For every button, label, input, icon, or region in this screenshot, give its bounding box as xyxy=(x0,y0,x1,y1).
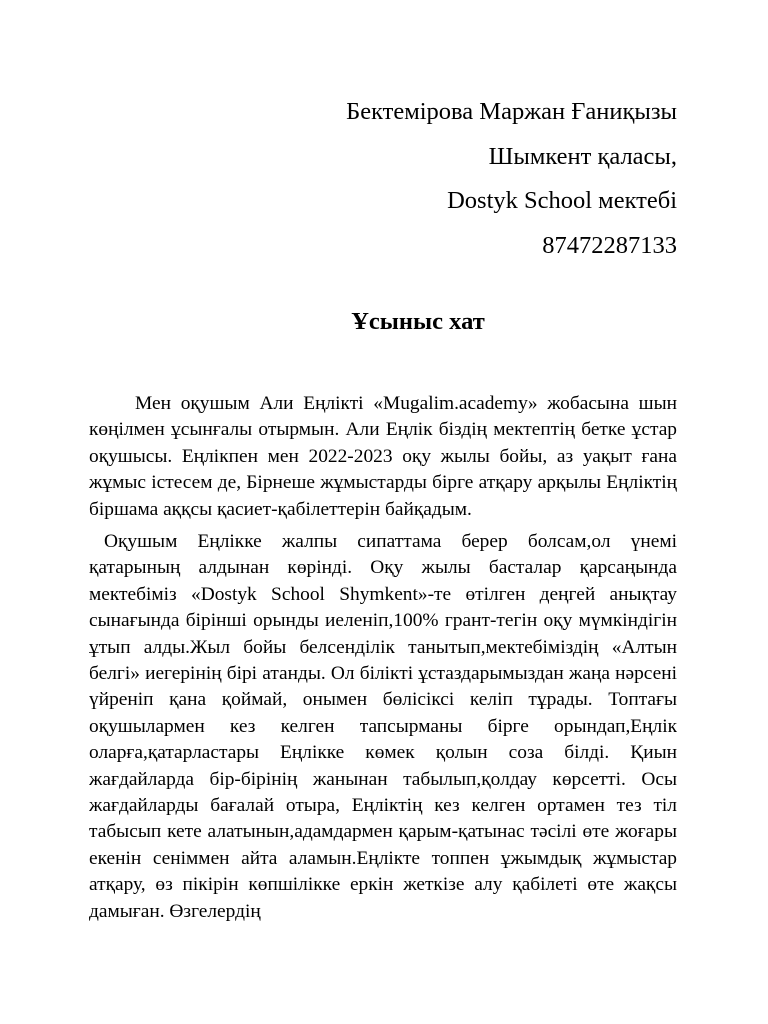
document-title: Ұсыныс хат xyxy=(351,308,485,335)
paragraph-text: Оқушым Еңлікке жалпы сипаттама берер болсам,ол үнемі қатарының алдынан көрінді. Оқу жылы басталар қарсаңында мектебіміз «Dostyk School Shymkent»-те өтілген деңгей анықтау сынағында бірінші орынды иеленіп,100% грант-тегін оқу мүмкіндігін ұтып алды.Жыл бойы белсенділік танытып,мектебіміздің «Алтын белгі» иегерінің бірі атанды. Ол білікті ұстаздарымыздан жаңа нәрсені үйреніп қана қоймай, онымен бөлісіксі келіп тұрады. Топтағы оқушылармен кез келген тапсырманы бірге орындап,Еңлік оларға,қатарластары Еңлікке көмек қолын соза білді. Қиын жағдайларда бір-бірінің жанынан табылып,қолдау көрсетті. Осы жағдайларды бағалай отыра, Еңліктің кез келген ортамен тез тіл табысып кете алатынын,адамдармен қарым-қатынас тәсілі өте жоғары екенін сеніммен айта аламын.Еңлікте топпен ұжымдық жұмыстар атқару, өз пікірін көпшілікке еркін жеткізе алу қабілеті өте жақсы дамыған. Өзгелердің xyxy=(89,531,677,922)
body-paragraph-1 xyxy=(89,391,677,523)
body-paragraph-2 xyxy=(89,529,677,922)
author-city: Шымкент қаласы, xyxy=(488,142,677,170)
author-name: Бектемірова Маржан Ғаниқызы xyxy=(346,98,677,125)
paragraph-text: Мен оқушым Али Еңлікті «Mugalim.academy» жобасына шын көңілмен ұсынғалы отырмын. Али Еңлік біздің мектептің бетке ұстар оқушысы. Еңлікпен мен 2022-2023 оқу жылы бойы, аз уақыт ғана жұмыс істесем де, Бірнеше жұмыстарды бірге атқару арқылы Еңліктің біршама аққсы қасиет-қабілеттерін байқадым. xyxy=(89,393,677,520)
author-block xyxy=(346,90,677,269)
author-phone: 87472287133 xyxy=(542,232,677,260)
author-school: Dostyk School мектебі xyxy=(447,187,677,215)
